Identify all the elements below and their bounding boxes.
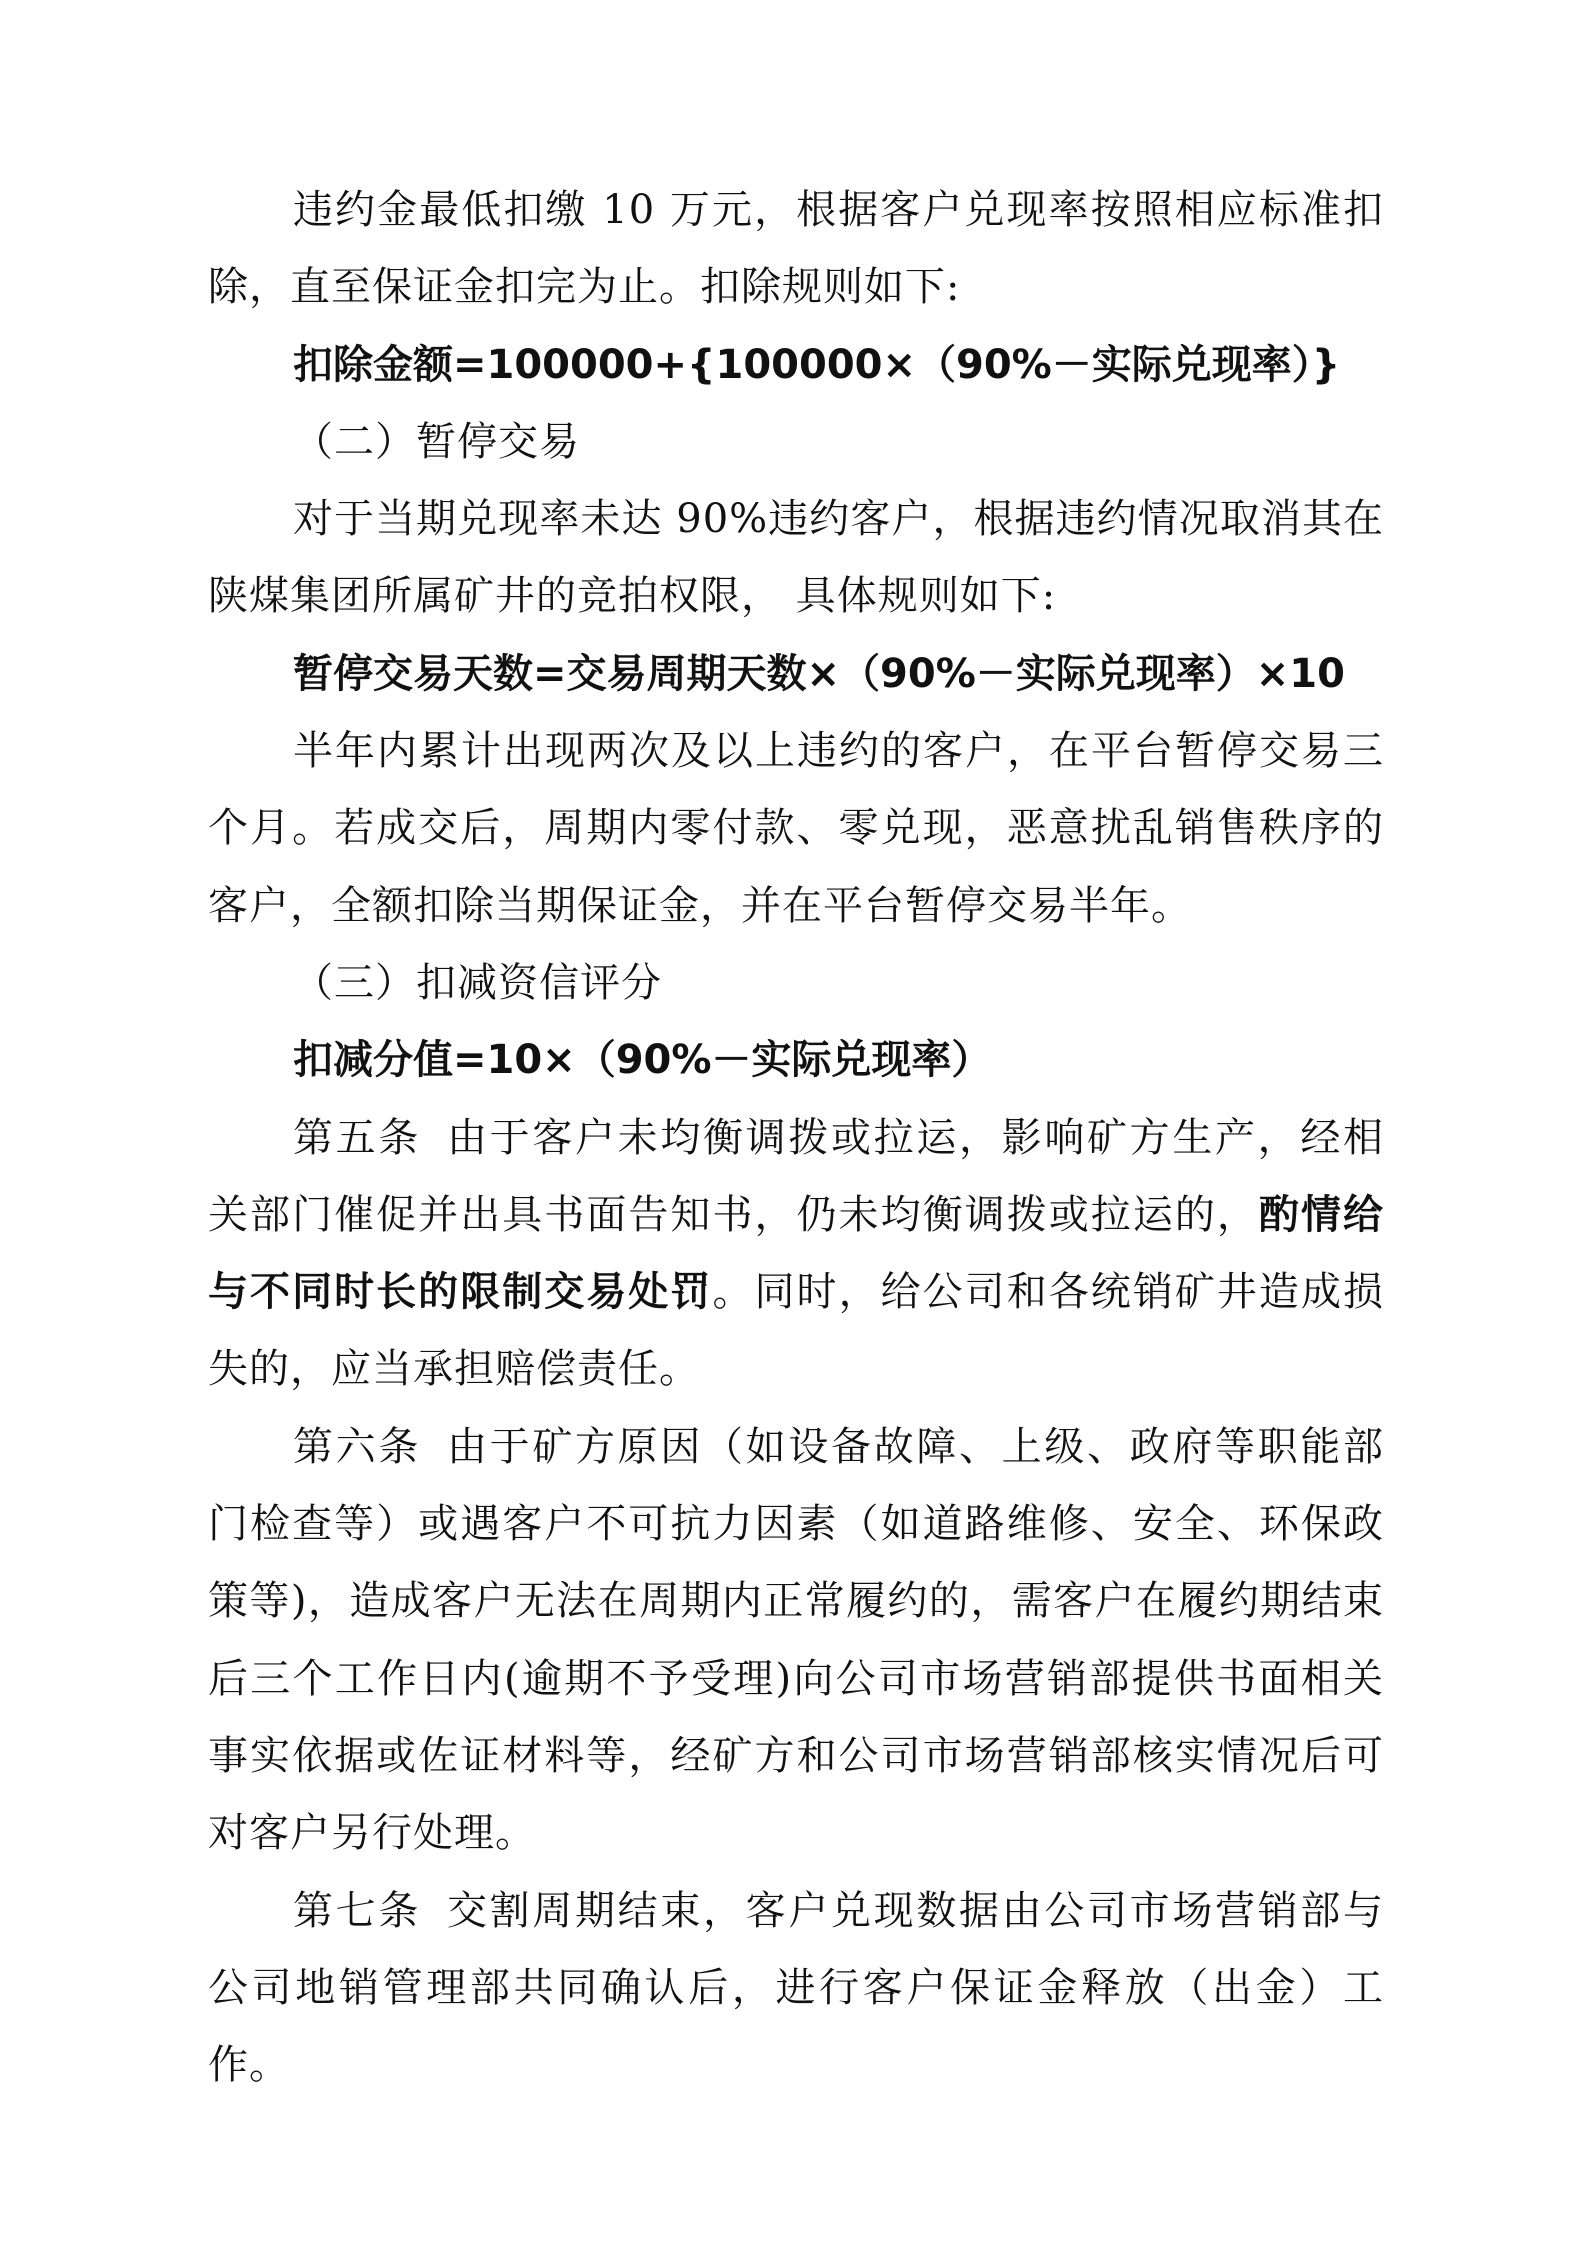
article-5-text-before: 由于客户未均衡调拨或拉运，影响矿方生产，经相关部门催促并出具书面告知书，仍未均衡调拨或拉运的， <box>208 1114 1384 1238</box>
deduction-amount-formula: 扣除金额=100000+{100000×（90%－实际兑现率）} <box>293 341 1341 388</box>
score-deduction-formula: 扣减分值=10×（90%－实际兑现率） <box>293 1037 992 1084</box>
suspend-trading-paragraph: 对于当期兑现率未达 90%违约客户，根据违约情况取消其在陕煤集团所属矿井的竞拍权限， 具体规则如下: <box>208 496 1384 620</box>
article-5-text-after: 。同时，给公司和各统销矿井造成损失的，应当承担赔偿责任。 <box>208 1269 1385 1393</box>
article-5-paragraph <box>208 1100 1384 1409</box>
repeated-violation-paragraph: 半年内累计出现两次及以上违约的客户，在平台暂停交易三个月。若成交后，周期内零付款、零兑现，恶意扰乱销售秩序的客户，全额扣除当期保证金，并在平台暂停交易半年。 <box>208 728 1384 929</box>
penalty-deduction-paragraph: 违约金最低扣缴 10 万元，根据客户兑现率按照相应标准扣除，直至保证金扣完为止。扣除规则如下: <box>208 187 1384 311</box>
suspension-days-formula: 暂停交易天数=交易周期天数×（90%－实际兑现率）×10 <box>293 650 1345 697</box>
article-6-text: 由于矿方原因（如设备故障、上级、政府等职能部门检查等）或遇客户不可抗力因素（如道路维修、安全、环保政策等)，造成客户无法在周期内正常履约的，需客户在履约期结束后三个工作日内(逾期不予受理)向公司市场营销部提供书面相关事实依据或佐证材料等，经矿方和公司市场营销部核实情况后可对客户另行处理。 <box>208 1423 1384 1857</box>
article-5-emphasis: 酌情给与不同时长的限制交易处罚 <box>208 1191 1385 1316</box>
article-5-label: 第五条 <box>293 1114 421 1161</box>
section-heading-suspend-trading: （二）暂停交易 <box>293 418 580 465</box>
article-7-paragraph <box>208 1873 1384 2105</box>
article-6-label: 第六条 <box>293 1423 421 1470</box>
document-body <box>208 172 1384 2104</box>
section-heading-credit-score: （三）扣减资信评分 <box>293 959 662 1006</box>
article-7-text: 交割周期结束，客户兑现数据由公司市场营销部与公司地销管理部共同确认后，进行客户保证金释放（出金）工作。 <box>208 1887 1384 2089</box>
article-7-label: 第七条 <box>293 1887 421 1934</box>
article-6-paragraph <box>208 1409 1384 1873</box>
